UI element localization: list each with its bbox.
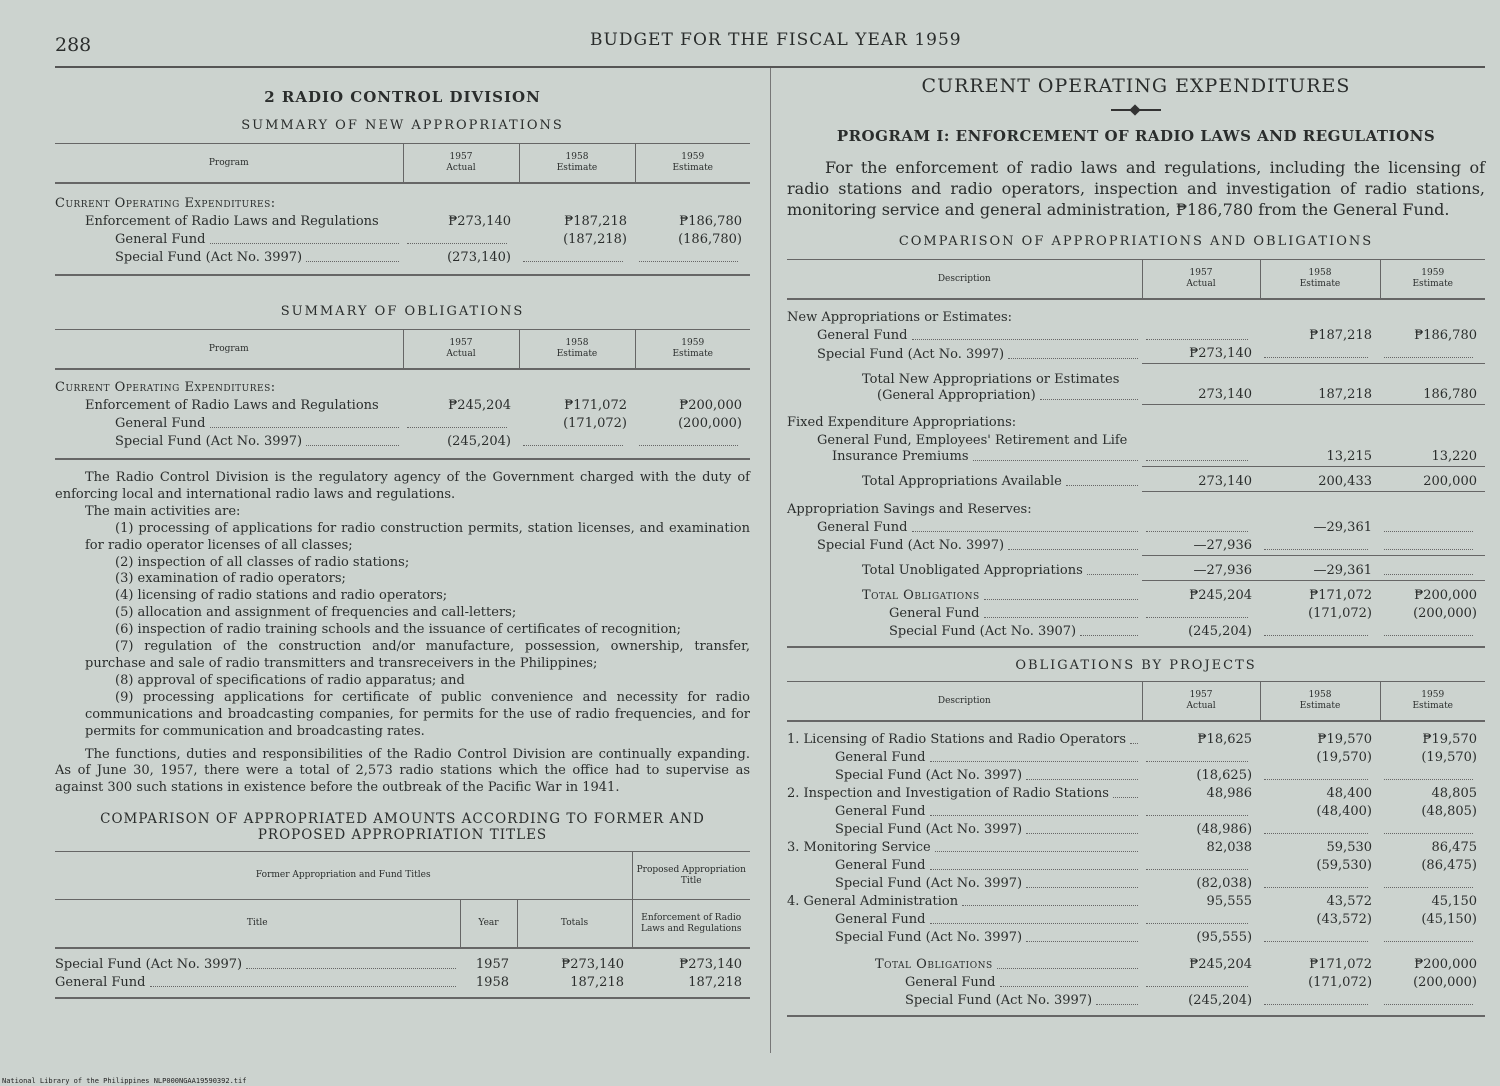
comparison-titles-line2: PROPOSED APPROPRIATION TITLES [257, 827, 548, 844]
row-label: General Fund [835, 912, 926, 927]
table-row [55, 948, 750, 974]
cell-value: ₱18,625 [1197, 732, 1253, 747]
row-label: General Fund [115, 416, 206, 431]
cell-value: (18,625) [1196, 768, 1253, 783]
row-label: General Fund [835, 804, 926, 819]
column-divider [770, 68, 771, 1053]
cell-value: (200,000) [1413, 606, 1477, 621]
activity-item: (9) processing applications for certificate of public convenience and necessity for radio communications and broadcasting companies, for permits for the use of radio frequencies, and for permits for communication and broadcasting rates. [85, 689, 750, 739]
table-row [787, 974, 1485, 992]
cell-value: —29,361 [1313, 519, 1372, 535]
cell-value: 45,150 [1431, 894, 1477, 909]
table-row [787, 767, 1485, 785]
scan-footer: National Library of the Philippines NLP000NGAA19590392.tif [2, 1077, 247, 1085]
cell-value: ₱171,072 [1309, 957, 1373, 972]
cell-value: ₱245,204 [448, 398, 511, 413]
summary-obligations-title: SUMMARY OF OBLIGATIONS [280, 304, 525, 319]
table-row [787, 857, 1485, 875]
table-row [787, 749, 1485, 767]
cell-value: 13,215 [1260, 432, 1380, 466]
cell-value: ₱186,780 [1414, 328, 1477, 343]
table-row [55, 433, 750, 459]
comparison-table [787, 259, 1485, 648]
project-row [787, 893, 1485, 911]
row-label: Insurance Premiums [832, 449, 969, 464]
table-row [787, 327, 1485, 345]
cell-value: (245,204) [447, 434, 511, 449]
row-label: Total Obligations [875, 957, 993, 972]
row-label: Special Fund (Act No. 3997) [115, 250, 303, 265]
page-number: 288 [55, 34, 92, 56]
project-label: 3. Monitoring Service [787, 840, 931, 855]
table-row [55, 974, 750, 998]
cell-value: (245,204) [1188, 624, 1252, 639]
col-header: 1957 Actual [1142, 682, 1260, 722]
col-header: Enforcement of Radio Laws and Regulations [632, 900, 750, 949]
row-label: Special Fund (Act No. 3997) [835, 822, 1023, 837]
cell-value: (82,038) [1196, 876, 1253, 891]
row-label: Special Fund (Act No. 3997) [835, 876, 1023, 891]
closing-paragraph: The functions, duties and responsibilities of the Radio Control Division are continually expanding. As of June 30, 1957, there were a total of 2,573 radio stations which the office had to supervise as against 300 such stations in existence before the outbreak of the Pacific War in 1941. [55, 746, 750, 796]
cell-value: (43,572) [1316, 912, 1373, 927]
division-description [55, 470, 750, 797]
table-row [787, 432, 1485, 466]
row-label: Special Fund (Act No. 3997) [817, 346, 1005, 362]
table-row [787, 364, 1485, 405]
cell-value: (187,218) [563, 232, 627, 247]
table-row [787, 605, 1485, 623]
row-label: General Fund, Employees' Retirement and Life [817, 433, 1128, 448]
activity-item: (1) processing of applications for radio construction permits, station licenses, and examination for radio operator licenses of all classes; [85, 520, 750, 553]
row-label: Total Appropriations Available [862, 474, 1062, 489]
col-header: Former Appropriation and Fund Titles [255, 870, 431, 881]
row-label: Total Obligations [862, 588, 980, 603]
cell-value: 187,218 [570, 975, 624, 991]
cell-value: (245,204) [1188, 993, 1253, 1008]
group-label: New Appropriations or Estimates: [787, 310, 1012, 325]
cell-value: ₱187,218 [564, 214, 627, 229]
table-row [55, 415, 750, 433]
table-row [55, 213, 750, 231]
program-title: PROGRAM I: ENFORCEMENT OF RADIO LAWS AND REGULATIONS [836, 127, 1436, 145]
right-column [787, 65, 1485, 1017]
col-header: Program [208, 343, 249, 354]
cell-value: 59,530 [1326, 840, 1373, 855]
cell-value: 82,038 [1206, 840, 1253, 855]
comparison-title: COMPARISON OF APPROPRIATIONS AND OBLIGATIONS [898, 234, 1374, 249]
cell-value: (48,805) [1421, 804, 1477, 819]
page-title: BUDGET FOR THE FISCAL YEAR 1959 [590, 30, 962, 50]
cell-value: ₱187,218 [1309, 328, 1372, 343]
cell-value: 187,218 [1260, 364, 1380, 405]
cell-value: (95,555) [1196, 930, 1253, 945]
cell-value: ₱19,570 [1317, 732, 1373, 747]
cell-value: (45,150) [1421, 912, 1477, 927]
row-label: Special Fund (Act No. 3907) [889, 624, 1077, 639]
project-label: 2. Inspection and Investigation of Radio Stations [787, 786, 1109, 801]
cell-value: (86,475) [1421, 858, 1477, 873]
row-label: Special Fund (Act No. 3997) [905, 993, 1093, 1008]
cell-value: ₱245,204 [1189, 588, 1252, 603]
cell-value: 273,140 [1142, 466, 1260, 491]
row-label: General Fund [115, 232, 206, 247]
cell-value: —27,936 [1142, 537, 1260, 556]
cell-value: (48,986) [1196, 822, 1253, 837]
table-row [787, 519, 1485, 537]
division-title: 2 RADIO CONTROL DIVISION [264, 88, 541, 106]
cell-value: ₱245,204 [1189, 957, 1253, 972]
cell-value: 1958 [475, 975, 509, 991]
col-header: Totals [517, 900, 632, 949]
program-text: For the enforcement of radio laws and regulations, including the licensing of radio stations and radio operators, inspection and investigation of radio stations, monitoring service and general administration, ₱186,780 from the General Fund. [787, 158, 1485, 219]
col-header: Program [208, 157, 249, 168]
col-header: 1957 Actual [1142, 260, 1260, 300]
summary-appropriations-table [55, 143, 750, 276]
col-header: Proposed Appropriation Title [632, 852, 750, 900]
category-label: Current Operating Expenditures: [55, 196, 276, 211]
project-row [787, 839, 1485, 857]
cell-value: ₱171,072 [564, 398, 627, 413]
col-header: 1958 Estimate [519, 144, 635, 184]
cell-value: (19,570) [1421, 750, 1477, 765]
table-row [787, 466, 1485, 491]
cell-value: 86,475 [1431, 840, 1477, 855]
cell-value: (200,000) [678, 416, 742, 431]
col-header: Description [937, 273, 991, 284]
table-row [787, 821, 1485, 839]
cell-value: (171,072) [1308, 975, 1373, 990]
col-header: Title [246, 918, 268, 929]
table-row [787, 580, 1485, 605]
col-header: 1959 Estimate [1380, 260, 1485, 300]
cell-value: (273,140) [447, 250, 511, 265]
cell-value: 187,218 [688, 975, 742, 991]
cell-value: (48,400) [1316, 804, 1373, 819]
col-header: 1958 Estimate [519, 330, 635, 370]
col-header: 1958 Estimate [1260, 260, 1380, 300]
cell-value: 48,986 [1206, 786, 1253, 801]
row-label: General Fund [905, 975, 996, 990]
row-label: Special Fund (Act No. 3997) [835, 930, 1023, 945]
table-row [55, 249, 750, 275]
cell-value: ₱171,072 [1309, 588, 1372, 603]
table-row [55, 231, 750, 249]
cell-value: (19,570) [1316, 750, 1373, 765]
cell-value: 43,572 [1326, 894, 1373, 909]
cell-value: 200,000 [1380, 466, 1485, 491]
projects-table [787, 681, 1485, 1017]
col-header: 1959 Estimate [635, 144, 750, 184]
row-label: Special Fund (Act No. 3997) [817, 538, 1005, 553]
group-label: Fixed Expenditure Appropriations: [787, 415, 1017, 430]
row-label: (General Appropriation) [877, 387, 1036, 403]
table-row [55, 397, 750, 415]
row-label: Enforcement of Radio Laws and Regulations [85, 398, 379, 413]
intro-paragraph: The Radio Control Division is the regulatory agency of the Government charged with the duty of enforcing local and international radio laws and regulations. [55, 470, 750, 502]
col-header: 1957 Actual [403, 330, 519, 370]
activities-label: The main activities are: [85, 503, 241, 519]
table-row [787, 555, 1485, 580]
cell-value: ₱273,140 [679, 957, 742, 973]
row-label: General Fund [817, 519, 908, 535]
activity-item: (2) inspection of all classes of radio stations; [115, 554, 410, 570]
row-label: Special Fund (Act No. 3997) [115, 434, 303, 449]
table-row [787, 537, 1485, 556]
cell-value: ₱200,000 [679, 398, 742, 413]
cell-value: (59,530) [1316, 858, 1373, 873]
page-header [55, 30, 1485, 58]
activity-item: (7) regulation of the construction and/or manufacture, possession, ownership, transfer, purchase and sale of radio transmitters and transreceivers in the Philippines; [85, 639, 750, 671]
row-label: Total New Appropriations or Estimates [862, 371, 1120, 387]
row-label: Total Unobligated Appropriations [862, 563, 1083, 578]
row-label: General Fund [817, 328, 908, 343]
row-label: General Fund [835, 858, 926, 873]
comparison-titles-line1: COMPARISON OF APPROPRIATED AMOUNTS ACCORDING TO FORMER AND [100, 811, 705, 828]
project-row [787, 721, 1485, 749]
table-row [787, 345, 1485, 364]
cell-value: ₱19,570 [1422, 732, 1477, 747]
cell-value: (200,000) [1413, 975, 1477, 990]
cell-value: ₱273,140 [448, 214, 511, 229]
cell-value: (171,072) [563, 416, 627, 431]
activity-item: (6) inspection of radio training schools and the issuance of certificates of recognition; [115, 622, 682, 638]
activity-item: (8) approval of specifications of radio apparatus; and [115, 672, 465, 688]
cell-value: ₱186,780 [679, 214, 742, 229]
cell-value: (186,780) [678, 232, 742, 247]
col-header: Description [937, 695, 991, 706]
row-label: Special Fund (Act No. 3997) [55, 957, 243, 973]
comparison-titles-heading [55, 811, 750, 843]
cell-value: 200,433 [1260, 466, 1380, 491]
table-row [787, 911, 1485, 929]
activity-item: (3) examination of radio operators; [115, 571, 346, 587]
col-header: 1957 Actual [403, 144, 519, 184]
left-column [55, 80, 750, 999]
cell-value: 13,220 [1380, 432, 1485, 466]
activity-item: (5) allocation and assignment of frequencies and call-letters; [115, 605, 517, 621]
col-header: Year [460, 900, 517, 949]
col-header: 1959 Estimate [635, 330, 750, 370]
comparison-titles-table [55, 851, 750, 999]
row-label: General Fund [835, 750, 926, 765]
row-label: Enforcement of Radio Laws and Regulations [85, 214, 379, 229]
ornament-divider [1111, 109, 1161, 113]
table-row [787, 875, 1485, 893]
row-label: General Fund [889, 606, 980, 621]
cell-value: ₱273,140 [1142, 345, 1260, 364]
cell-value: ₱200,000 [1414, 957, 1477, 972]
cell-value: ₱200,000 [1414, 588, 1477, 603]
cell-value: —27,936 [1142, 555, 1260, 580]
table-row [787, 947, 1485, 974]
row-label: General Fund [55, 975, 146, 991]
section-title: CURRENT OPERATING EXPENDITURES [921, 75, 1351, 97]
cell-value: 273,140 [1142, 364, 1260, 405]
cell-value: 186,780 [1380, 364, 1485, 405]
cell-value: —29,361 [1260, 555, 1380, 580]
row-label: Special Fund (Act No. 3997) [835, 768, 1023, 783]
project-label: 4. General Administration [787, 894, 959, 909]
col-header: 1958 Estimate [1260, 682, 1380, 722]
col-header: 1959 Estimate [1380, 682, 1485, 722]
project-row [787, 785, 1485, 803]
cell-value: 95,555 [1206, 894, 1253, 909]
cell-value: 48,400 [1326, 786, 1373, 801]
activity-item: (4) licensing of radio stations and radio operators; [115, 588, 448, 604]
table-row [787, 992, 1485, 1016]
table-row [787, 623, 1485, 647]
cell-value: 48,805 [1431, 786, 1477, 801]
summary-obligations-table [55, 329, 750, 460]
summary-appropriations-title: SUMMARY OF NEW APPROPRIATIONS [241, 118, 564, 133]
projects-title: OBLIGATIONS BY PROJECTS [1015, 658, 1257, 673]
group-label: Appropriation Savings and Reserves: [787, 501, 1032, 517]
cell-value: ₱273,140 [561, 957, 624, 973]
table-row [787, 929, 1485, 947]
table-row [787, 803, 1485, 821]
cell-value: (171,072) [1308, 606, 1372, 621]
project-label: 1. Licensing of Radio Stations and Radio Operators [787, 732, 1127, 747]
cell-value: 1957 [475, 957, 509, 973]
category-label: Current Operating Expenditures: [55, 380, 276, 395]
